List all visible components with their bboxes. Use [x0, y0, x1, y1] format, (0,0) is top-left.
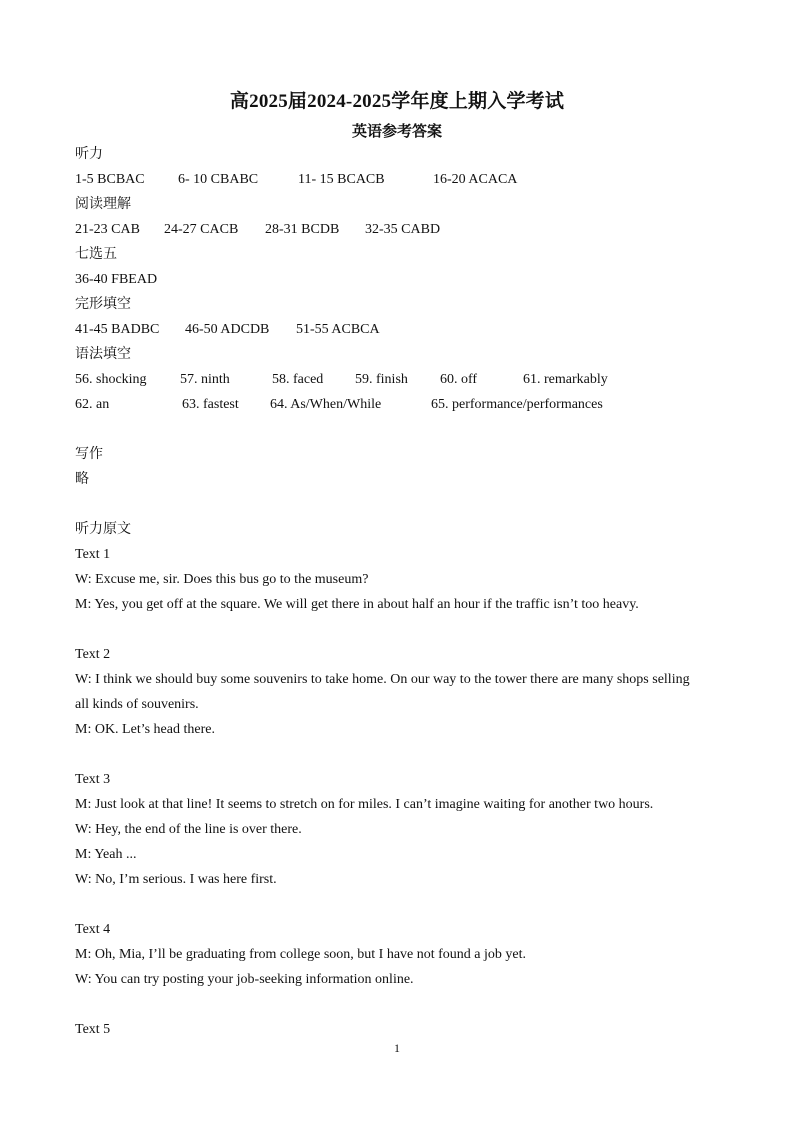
section-heading-grammar: 语法填空: [75, 347, 131, 362]
dialogue-line: W: I think we should buy some souvenirs to take home. On our way to the tower there are many shops selling: [75, 672, 690, 687]
answer-row-grammar-2: [75, 396, 715, 414]
dialogue-line: M: Just look at that line! It seems to stretch on for miles. I can’t imagine waiting for another two hours.: [75, 797, 654, 812]
answer-item: 21-23 CAB: [75, 222, 140, 237]
answer-row-listening: [75, 171, 715, 189]
dialogue-line: W: No, I’m serious. I was here first.: [75, 872, 277, 887]
section-heading-cloze: 完形填空: [75, 297, 131, 312]
answer-item: 36-40 FBEAD: [75, 272, 158, 287]
section-heading-seven-five: 七选五: [75, 247, 117, 262]
text-label: Text 1: [75, 547, 111, 562]
answer-item: 11- 15 BCACB: [298, 172, 385, 187]
answer-item: 16-20 ACACA: [433, 172, 518, 187]
text-label: Text 3: [75, 772, 111, 787]
page-number: 1: [394, 1041, 400, 1055]
section-heading-writing: 写作: [75, 447, 103, 462]
text-label: Text 5: [75, 1022, 111, 1037]
section-heading-reading: 阅读理解: [75, 197, 131, 212]
dialogue-line: all kinds of souvenirs.: [75, 697, 199, 712]
section-heading-listening: 听力: [75, 147, 103, 162]
page-subtitle: 英语参考答案: [351, 124, 442, 140]
dialogue-line: M: Yeah ...: [75, 847, 137, 862]
dialogue-line: M: Oh, Mia, I’ll be graduating from college soon, but I have not found a job yet.: [75, 947, 527, 962]
section-heading-transcript: 听力原文: [75, 522, 131, 537]
answer-item: 58. faced: [272, 372, 324, 387]
answer-item: 32-35 CABD: [365, 222, 441, 237]
answer-row-cloze: [75, 321, 715, 339]
answer-item: 1-5 BCBAC: [75, 172, 145, 187]
answer-item: 60. off: [440, 372, 478, 387]
answer-item: 65. performance/performances: [431, 397, 603, 412]
answer-item: 63. fastest: [182, 397, 239, 412]
dialogue-line: W: Hey, the end of the line is over there.: [75, 822, 302, 837]
answer-item: 57. ninth: [180, 372, 230, 387]
writing-content: 略: [75, 472, 89, 487]
dialogue-line: W: You can try posting your job-seeking information online.: [75, 972, 414, 987]
answer-item: 28-31 BCDB: [265, 222, 340, 237]
answer-item: 59. finish: [355, 372, 408, 387]
dialogue-line: W: Excuse me, sir. Does this bus go to the museum?: [75, 572, 369, 587]
answer-item: 51-55 ACBCA: [296, 322, 380, 337]
dialogue-line: M: OK. Let’s head there.: [75, 722, 215, 737]
answer-item: 61. remarkably: [523, 372, 608, 387]
answer-item: 6- 10 CBABC: [178, 172, 259, 187]
answer-item: 24-27 CACB: [164, 222, 239, 237]
answer-item: 62. an: [75, 397, 110, 412]
dialogue-line: M: Yes, you get off at the square. We will get there in about half an hour if the traffic isn’t too heavy.: [75, 597, 639, 612]
text-label: Text 4: [75, 922, 111, 937]
answer-item: 56. shocking: [75, 372, 147, 387]
answer-item: 46-50 ADCDB: [185, 322, 270, 337]
page-title: 高2025届2024-2025学年度上期入学考试: [229, 91, 565, 112]
answer-item: 41-45 BADBC: [75, 322, 160, 337]
text-label: Text 2: [75, 647, 111, 662]
answer-row-grammar-1: [75, 371, 715, 389]
answer-row-reading: [75, 221, 715, 239]
answer-item: 64. As/When/While: [270, 397, 382, 412]
